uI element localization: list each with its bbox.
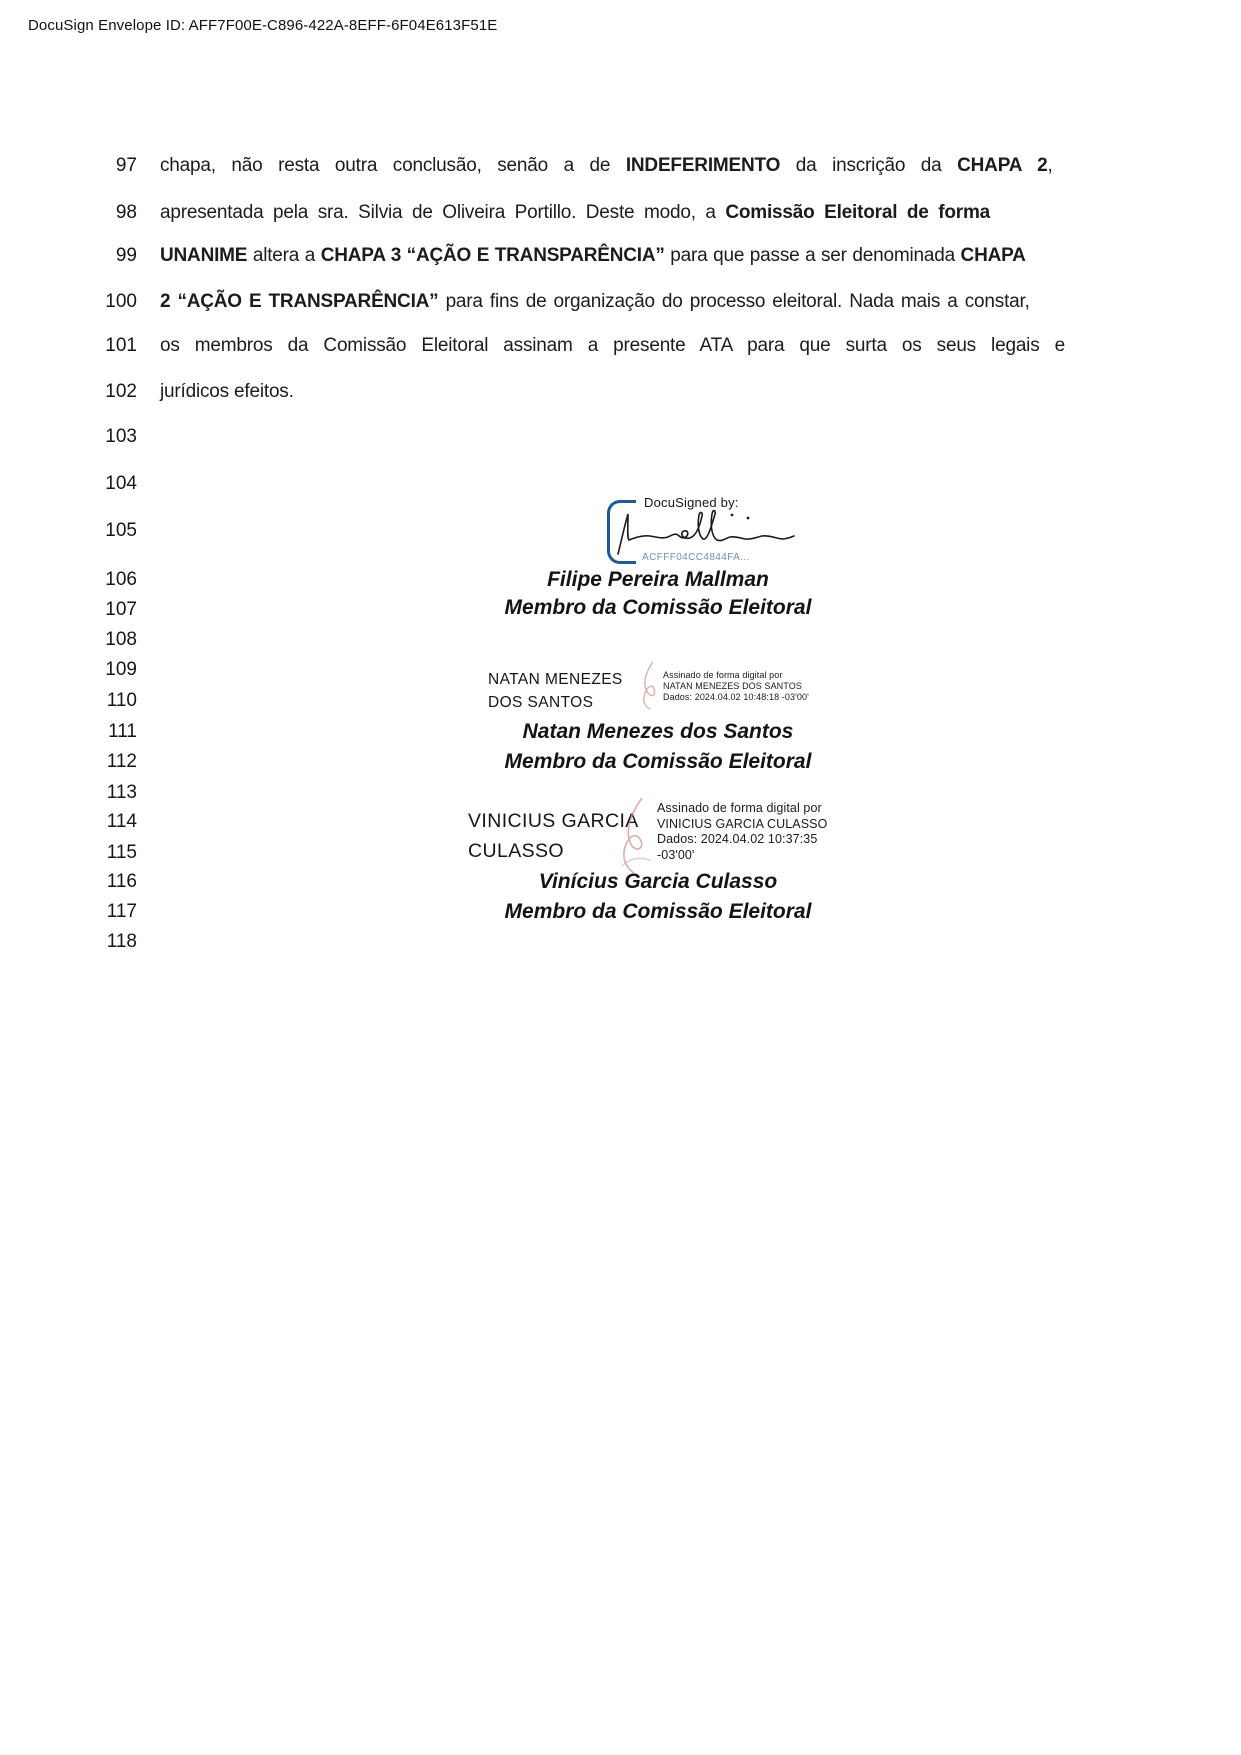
text-segment: jurídicos efeitos. (160, 381, 294, 402)
certificate-line: Assinado de forma digital por (663, 670, 783, 680)
line-number-112: 112 (106, 751, 137, 772)
line-number-108: 108 (105, 629, 137, 650)
text-segment-bold: 2 “AÇÃO E TRANSPARÊNCIA” (160, 291, 439, 312)
acrobat-flourish-icon (618, 796, 654, 876)
text-segment: apresentada pela sra. Silvia de Oliveira Portillo. Deste modo, a (160, 202, 726, 223)
text-segment: altera a (247, 245, 321, 266)
signer-name-natan: Natan Menezes dos Santos (522, 720, 794, 743)
docusigned-by-label: DocuSigned by: (644, 495, 739, 510)
line-number-100: 100 (105, 291, 137, 312)
text-segment-bold: CHAPA (960, 245, 1026, 266)
stamp-name-line: VINICIUS GARCIA (468, 810, 639, 832)
handwritten-signature-icon (612, 506, 797, 558)
paragraph-line-99 (160, 243, 1026, 269)
certificate-line: VINICIUS GARCIA CULASSO (657, 816, 828, 831)
signer-role-vinicius: Membro da Comissão Eleitoral (504, 900, 812, 923)
text-segment: para fins de organização do processo eleitoral. Nada mais a constar, (438, 291, 1030, 312)
signer-role-filipe: Membro da Comissão Eleitoral (504, 596, 812, 619)
certificate-line: Dados: 2024.04.02 10:48:18 -03'00' (663, 691, 809, 702)
line-number-97: 97 (115, 155, 137, 176)
natan-certificate-text (663, 670, 809, 702)
line-number-98: 98 (115, 202, 137, 223)
line-number-105: 105 (105, 520, 137, 541)
text-segment: os membros da Comissão Eleitoral assinam a presente ATA para que surta os seus legais e (160, 335, 1065, 356)
line-number-101: 101 (105, 335, 137, 356)
docusign-certificate-id: ACFFF04CC4844FA... (642, 552, 750, 563)
line-number-99: 99 (115, 245, 137, 266)
text-segment-bold: UNANIME (160, 245, 248, 266)
text-segment-bold: Comissão Eleitoral de forma (725, 202, 991, 223)
stamp-name-line: DOS SANTOS (488, 694, 594, 711)
line-number-115: 115 (106, 842, 137, 863)
acrobat-flourish-icon (638, 660, 662, 710)
line-number-116: 116 (106, 871, 137, 892)
line-number-111: 111 (108, 721, 137, 742)
text-segment-bold: CHAPA 2 (957, 155, 1048, 176)
line-number-114: 114 (106, 811, 137, 832)
paragraph-line-101 (160, 333, 1065, 359)
paragraph-line-98 (160, 200, 1017, 226)
text-segment: , (1047, 155, 1053, 176)
line-number-103: 103 (105, 426, 137, 447)
signer-name-filipe: Filipe Pereira Mallman (547, 568, 769, 591)
signer-name-vinicius: Vinícius Garcia Culasso (538, 870, 778, 893)
certificate-line: Assinado de forma digital por (657, 801, 822, 815)
docusign-envelope-id: DocuSign Envelope ID: AFF7F00E-C896-422A-8EFF-6F04E613F51E (28, 17, 498, 34)
paragraph-line-97 (160, 153, 1053, 179)
line-number-118: 118 (106, 931, 137, 952)
stamp-name-line: NATAN MENEZES (488, 671, 623, 688)
line-number-110: 110 (106, 690, 137, 711)
vinicius-certificate-text (657, 801, 827, 863)
certificate-line: -03'00' (657, 847, 695, 862)
signer-role-natan: Membro da Comissão Eleitoral (504, 750, 812, 773)
text-segment-bold: INDEFERIMENTO (625, 155, 781, 176)
text-segment-bold: CHAPA 3 “AÇÃO E TRANSPARÊNCIA” (320, 245, 665, 266)
line-number-102: 102 (105, 381, 137, 402)
line-number-113: 113 (106, 782, 137, 803)
certificate-line: NATAN MENEZES DOS SANTOS (663, 680, 802, 691)
vinicius-stamp-name (468, 806, 639, 866)
paragraph-line-102 (160, 379, 1017, 405)
line-number-117: 117 (106, 901, 137, 922)
stamp-name-line: CULASSO (468, 840, 564, 862)
line-number-104: 104 (105, 473, 137, 494)
line-number-109: 109 (105, 659, 137, 680)
text-segment: da inscrição da (780, 155, 958, 176)
paragraph-line-100 (160, 289, 1030, 315)
text-segment: para que passe a ser denominada (664, 245, 961, 266)
natan-stamp-name (488, 668, 623, 714)
text-segment: chapa, não resta outra conclusão, senão a de (160, 155, 626, 176)
certificate-line: Dados: 2024.04.02 10:37:35 (657, 832, 818, 846)
line-number-106: 106 (105, 569, 137, 590)
line-number-107: 107 (105, 599, 137, 620)
